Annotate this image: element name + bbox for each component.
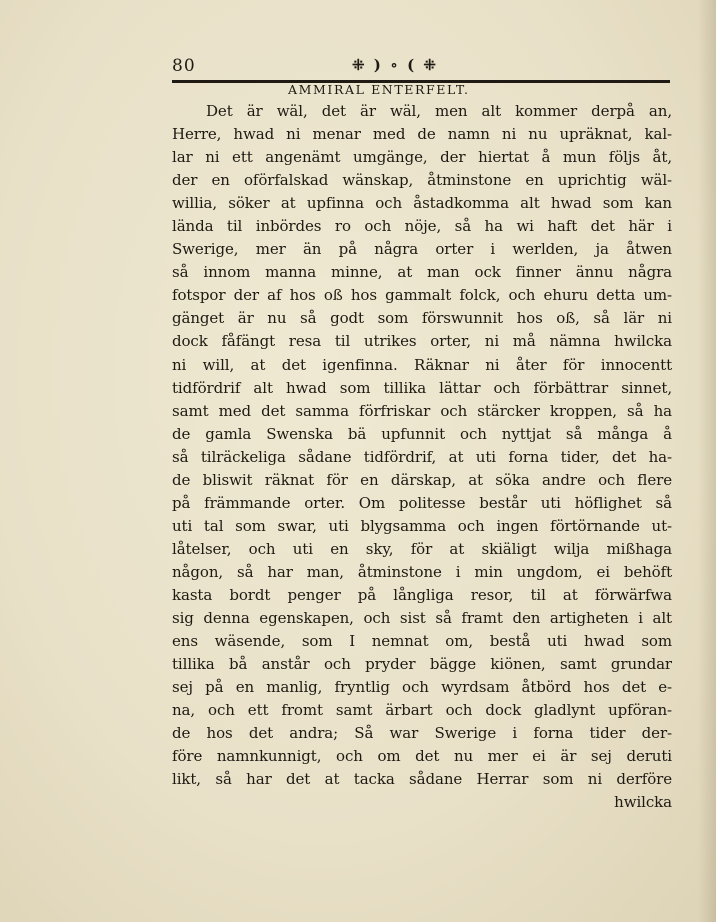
text-line: tidfördrif alt hwad som tillika lättar och förbättrar sinnet, bbox=[172, 378, 672, 397]
text-line: likt, så har det at tacka sådane Herrar som ni derföre bbox=[172, 770, 672, 789]
text-line: lar ni ett angenämt umgänge, der hiertat å mun följs åt, bbox=[172, 148, 672, 167]
text-line: sej på en manlig, fryntlig och wyrdsam åtbörd hos det e- bbox=[172, 678, 672, 697]
text-line: fotspor der af hos oß hos gammalt folck, och ehuru detta um- bbox=[172, 286, 672, 305]
text-line: någon, så har man, åtminstone i min ungdom, ei behöft bbox=[172, 562, 672, 581]
text-line: de gamla Swenska bä upfunnit och nyttjat så många å bbox=[172, 424, 672, 443]
text-line: lända til inbördes ro och nöje, så ha wi haft det här i bbox=[172, 217, 672, 236]
text-line: låtelser, och uti en sky, för at skiäligt wilja mißhaga bbox=[172, 539, 672, 558]
text-line: Swerige, mer än på några orter i werlden, ja åtwen bbox=[172, 240, 672, 259]
text-line: de bliswit räknat för en därskap, at söka andre och flere bbox=[172, 470, 672, 489]
text-line: ens wäsende, som I nemnat om, bestå uti hwad som bbox=[172, 632, 672, 651]
text-line: sig denna egenskapen, och sist så framt den artigheten i alt bbox=[172, 609, 672, 628]
text-line: de hos det andra; Så war Swerige i forna tider der- bbox=[172, 724, 672, 743]
text-line: Det är wäl, det är wäl, men alt kommer derpå an, bbox=[206, 102, 672, 120]
text-line: der en oförfalskad wänskap, åtminstone en uprichtig wäl- bbox=[172, 171, 672, 190]
text-line: så innom manna minne, at man ock finner ännu några bbox=[172, 263, 672, 282]
text-line: willia, söker at upfinna och åstadkomma alt hwad som kan bbox=[172, 194, 672, 213]
text-line: före namnkunnigt, och om det nu mer ei är sej deruti bbox=[172, 747, 672, 766]
text-line: samt med det samma förfriskar och stärcker kroppen, så ha bbox=[172, 401, 672, 420]
text-line: uti tal som swar, uti blygsamma och ingen förtörnande ut- bbox=[172, 516, 672, 535]
text-line: tillika bå anstår och pryder bägge kiönen, samt grundar bbox=[172, 655, 672, 674]
catchword: hwilcka bbox=[614, 793, 672, 812]
text-line: kasta bordt penger på långliga resor, til at förwärfwa bbox=[172, 585, 672, 604]
text-line: gänget är nu så godt som förswunnit hos oß, så lär ni bbox=[172, 309, 672, 328]
running-title: AMMIRAL ENTERFELT. bbox=[288, 82, 470, 97]
page-number: 80 bbox=[172, 56, 196, 76]
text-line: na, och ett fromt samt ärbart och dock gladlynt upföran- bbox=[172, 701, 672, 720]
text-line: Herre, hwad ni menar med de namn ni nu upräknat, kal- bbox=[172, 125, 672, 144]
text-line: på främmande orter. Om politesse består uti höflighet så bbox=[172, 493, 672, 512]
header-ornament: ⁜ ) ∘ ( ⁜ bbox=[352, 56, 438, 74]
page-header bbox=[172, 56, 668, 82]
text-line: dock fåfängt resa til utrikes orter, ni må nämna hwilcka bbox=[172, 332, 672, 351]
text-line: så tilräckeliga sådane tidfördrif, at uti forna tider, det ha- bbox=[172, 447, 672, 466]
text-line: ni will, at det igenfinna. Räknar ni åter för innocentt bbox=[172, 355, 672, 374]
body-text bbox=[172, 100, 672, 814]
